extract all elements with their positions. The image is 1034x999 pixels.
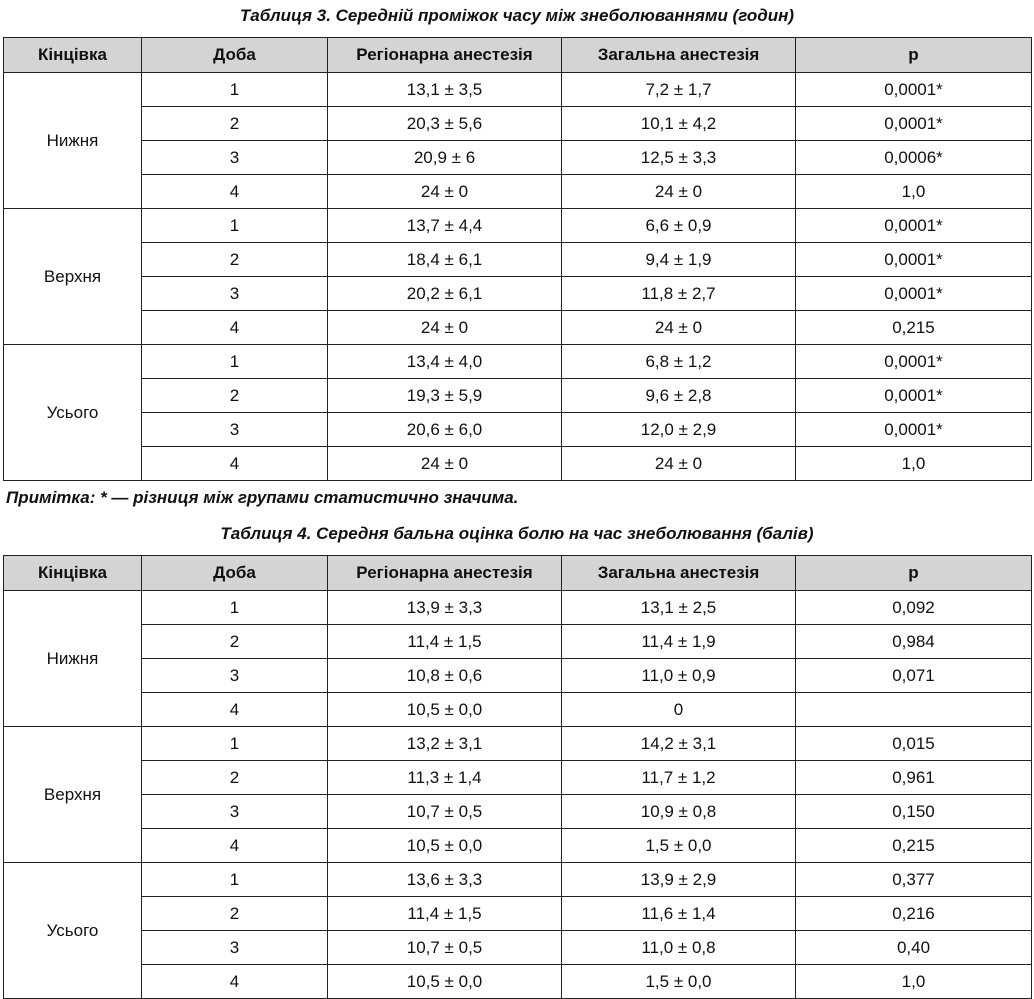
table-row [4,107,1032,141]
day-cell: 3 [142,931,328,965]
general-cell: 7,2 ± 1,7 [562,73,796,107]
general-cell: 24 ± 0 [562,447,796,481]
table-row [4,277,1032,311]
general-cell: 9,6 ± 2,8 [562,379,796,413]
table4-body [4,591,1032,999]
table-row [4,659,1032,693]
table-row [4,209,1032,243]
day-cell: 4 [142,175,328,209]
p-value-cell: 1,0 [796,447,1032,481]
limb-group-cell: Усього [4,345,142,481]
general-cell: 14,2 ± 3,1 [562,727,796,761]
day-cell: 4 [142,693,328,727]
regional-cell: 24 ± 0 [328,447,562,481]
regional-cell: 19,3 ± 5,9 [328,379,562,413]
table-row [4,379,1032,413]
col-header-general: Загальна анестезія [562,38,796,73]
limb-group-cell: Нижня [4,73,142,209]
day-cell: 3 [142,659,328,693]
general-cell: 24 ± 0 [562,175,796,209]
p-value-cell: 1,0 [796,175,1032,209]
p-value-cell: 0,215 [796,829,1032,863]
p-value-cell: 0,0001* [796,345,1032,379]
col-header-regional: Регіонарна анестезія [328,38,562,73]
general-cell: 9,4 ± 1,9 [562,243,796,277]
day-cell: 3 [142,413,328,447]
day-cell: 1 [142,209,328,243]
general-cell: 6,8 ± 1,2 [562,345,796,379]
regional-cell: 13,4 ± 4,0 [328,345,562,379]
table-row [4,931,1032,965]
general-cell: 10,1 ± 4,2 [562,107,796,141]
regional-cell: 13,7 ± 4,4 [328,209,562,243]
p-value-cell: 0,015 [796,727,1032,761]
regional-cell: 13,9 ± 3,3 [328,591,562,625]
day-cell: 1 [142,727,328,761]
day-cell: 3 [142,277,328,311]
p-value-cell: 0,0001* [796,73,1032,107]
general-cell: 13,1 ± 2,5 [562,591,796,625]
col-header-p: р [796,556,1032,591]
regional-cell: 13,6 ± 3,3 [328,863,562,897]
p-value-cell: 0,0001* [796,277,1032,311]
col-header-regional: Регіонарна анестезія [328,556,562,591]
p-value-cell: 1,0 [796,965,1032,999]
col-header-day: Доба [142,38,328,73]
day-cell: 1 [142,863,328,897]
general-cell: 11,0 ± 0,8 [562,931,796,965]
table-row [4,625,1032,659]
regional-cell: 11,3 ± 1,4 [328,761,562,795]
table3-header-row [4,38,1032,73]
regional-cell: 10,7 ± 0,5 [328,795,562,829]
general-cell: 6,6 ± 0,9 [562,209,796,243]
general-cell: 12,0 ± 2,9 [562,413,796,447]
table-row [4,345,1032,379]
day-cell: 4 [142,447,328,481]
table4 [3,555,1032,999]
day-cell: 1 [142,591,328,625]
table-row [4,243,1032,277]
regional-cell: 10,5 ± 0,0 [328,693,562,727]
general-cell: 10,9 ± 0,8 [562,795,796,829]
regional-cell: 20,2 ± 6,1 [328,277,562,311]
day-cell: 4 [142,829,328,863]
col-header-general: Загальна анестезія [562,556,796,591]
regional-cell: 18,4 ± 6,1 [328,243,562,277]
table-row [4,863,1032,897]
p-value-cell [796,693,1032,727]
table-row [4,73,1032,107]
regional-cell: 10,7 ± 0,5 [328,931,562,965]
limb-group-cell: Нижня [4,591,142,727]
col-header-day: Доба [142,556,328,591]
table-row [4,795,1032,829]
regional-cell: 20,9 ± 6 [328,141,562,175]
p-value-cell: 0,092 [796,591,1032,625]
table-row [4,727,1032,761]
p-value-cell: 0,40 [796,931,1032,965]
table4-header-row [4,556,1032,591]
regional-cell: 11,4 ± 1,5 [328,625,562,659]
table3-body [4,73,1032,481]
p-value-cell: 0,0006* [796,141,1032,175]
col-header-limb: Кінцівка [4,38,142,73]
general-cell: 1,5 ± 0,0 [562,965,796,999]
p-value-cell: 0,0001* [796,107,1032,141]
p-value-cell: 0,215 [796,311,1032,345]
p-value-cell: 0,0001* [796,243,1032,277]
regional-cell: 13,2 ± 3,1 [328,727,562,761]
general-cell: 1,5 ± 0,0 [562,829,796,863]
regional-cell: 24 ± 0 [328,175,562,209]
regional-cell: 24 ± 0 [328,311,562,345]
p-value-cell: 0,216 [796,897,1032,931]
day-cell: 3 [142,141,328,175]
regional-cell: 10,8 ± 0,6 [328,659,562,693]
table-row [4,761,1032,795]
day-cell: 2 [142,761,328,795]
general-cell: 11,0 ± 0,9 [562,659,796,693]
regional-cell: 20,3 ± 5,6 [328,107,562,141]
day-cell: 1 [142,345,328,379]
table-row [4,897,1032,931]
table-row [4,413,1032,447]
regional-cell: 11,4 ± 1,5 [328,897,562,931]
table3 [3,37,1032,481]
p-value-cell: 0,377 [796,863,1032,897]
table-row [4,829,1032,863]
day-cell: 2 [142,625,328,659]
day-cell: 2 [142,107,328,141]
day-cell: 1 [142,73,328,107]
p-value-cell: 0,150 [796,795,1032,829]
regional-cell: 20,6 ± 6,0 [328,413,562,447]
day-cell: 3 [142,795,328,829]
day-cell: 2 [142,243,328,277]
general-cell: 12,5 ± 3,3 [562,141,796,175]
general-cell: 13,9 ± 2,9 [562,863,796,897]
table-row [4,693,1032,727]
table-row [4,141,1032,175]
table-row [4,175,1032,209]
limb-group-cell: Верхня [4,209,142,345]
table-row [4,591,1032,625]
day-cell: 4 [142,965,328,999]
table3-caption: Таблиця 3. Середній проміжок часу між знеболюваннями (годин) [239,6,795,25]
table-row [4,447,1032,481]
general-cell: 24 ± 0 [562,311,796,345]
p-value-cell: 0,0001* [796,379,1032,413]
col-header-p: р [796,38,1032,73]
regional-cell: 10,5 ± 0,0 [328,965,562,999]
regional-cell: 10,5 ± 0,0 [328,829,562,863]
p-value-cell: 0,984 [796,625,1032,659]
regional-cell: 13,1 ± 3,5 [328,73,562,107]
table-row [4,311,1032,345]
p-value-cell: 0,0001* [796,413,1032,447]
day-cell: 4 [142,311,328,345]
general-cell: 0 [562,693,796,727]
day-cell: 2 [142,897,328,931]
day-cell: 2 [142,379,328,413]
table-row [4,965,1032,999]
general-cell: 11,6 ± 1,4 [562,897,796,931]
p-value-cell: 0,071 [796,659,1032,693]
table4-caption: Таблиця 4. Середня бальна оцінка болю на час знеболювання (балів) [220,524,814,543]
general-cell: 11,4 ± 1,9 [562,625,796,659]
limb-group-cell: Верхня [4,727,142,863]
col-header-limb: Кінцівка [4,556,142,591]
general-cell: 11,7 ± 1,2 [562,761,796,795]
p-value-cell: 0,961 [796,761,1032,795]
limb-group-cell: Усього [4,863,142,999]
table3-note: Примітка: * — різниця між групами статистично значима. [6,488,519,507]
general-cell: 11,8 ± 2,7 [562,277,796,311]
p-value-cell: 0,0001* [796,209,1032,243]
